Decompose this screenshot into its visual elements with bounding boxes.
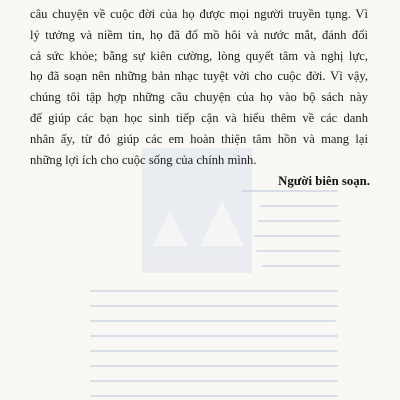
bleed-through-line bbox=[90, 365, 338, 367]
paragraph-line: họ đã soạn nên những bản nhạc tuyệt vời cho cuộc đời. Vì vậy, bbox=[30, 69, 368, 84]
bleed-through-line bbox=[90, 350, 338, 352]
bleed-through-line bbox=[258, 220, 340, 222]
paragraph-line: chúng tôi tập hợp những câu chuyện của họ vào bộ sách này bbox=[30, 90, 368, 105]
preface-paragraph bbox=[30, 4, 368, 170]
bleed-through-line bbox=[256, 250, 340, 252]
bleed-through-line bbox=[90, 395, 338, 397]
bleed-through-line bbox=[262, 265, 340, 267]
bleed-through-line bbox=[90, 290, 338, 292]
bleed-through-line bbox=[242, 190, 338, 192]
bleed-through-line bbox=[260, 205, 338, 207]
bleed-through-line bbox=[90, 380, 338, 382]
bleed-through-line bbox=[90, 320, 336, 322]
paragraph-line: những lợi ích cho cuộc sống của chính mình. bbox=[30, 152, 257, 167]
bleed-through-line bbox=[254, 235, 340, 237]
paragraph-line: cả sức khỏe; bằng sự kiên cường, lòng quyết tâm và nghị lực, bbox=[30, 48, 368, 63]
author-signature: Người biên soạn. bbox=[278, 174, 370, 188]
bleed-through-line bbox=[90, 335, 338, 337]
paragraph-line: nhân ấy, từ đó giúp các em hoàn thiện tâm hồn và mang lại bbox=[30, 131, 368, 146]
paragraph-line: để giúp các bạn học sinh tiếp cận và hiểu thêm về các danh bbox=[30, 110, 368, 125]
bleed-through-line bbox=[90, 305, 338, 307]
paragraph-line: lý tưởng và niềm tin, họ đã đổ mồ hôi và nước mắt, đánh đổi bbox=[30, 27, 368, 42]
paragraph-line: câu chuyện về cuộc đời của họ được mọi người truyền tụng. Vì bbox=[30, 7, 368, 21]
